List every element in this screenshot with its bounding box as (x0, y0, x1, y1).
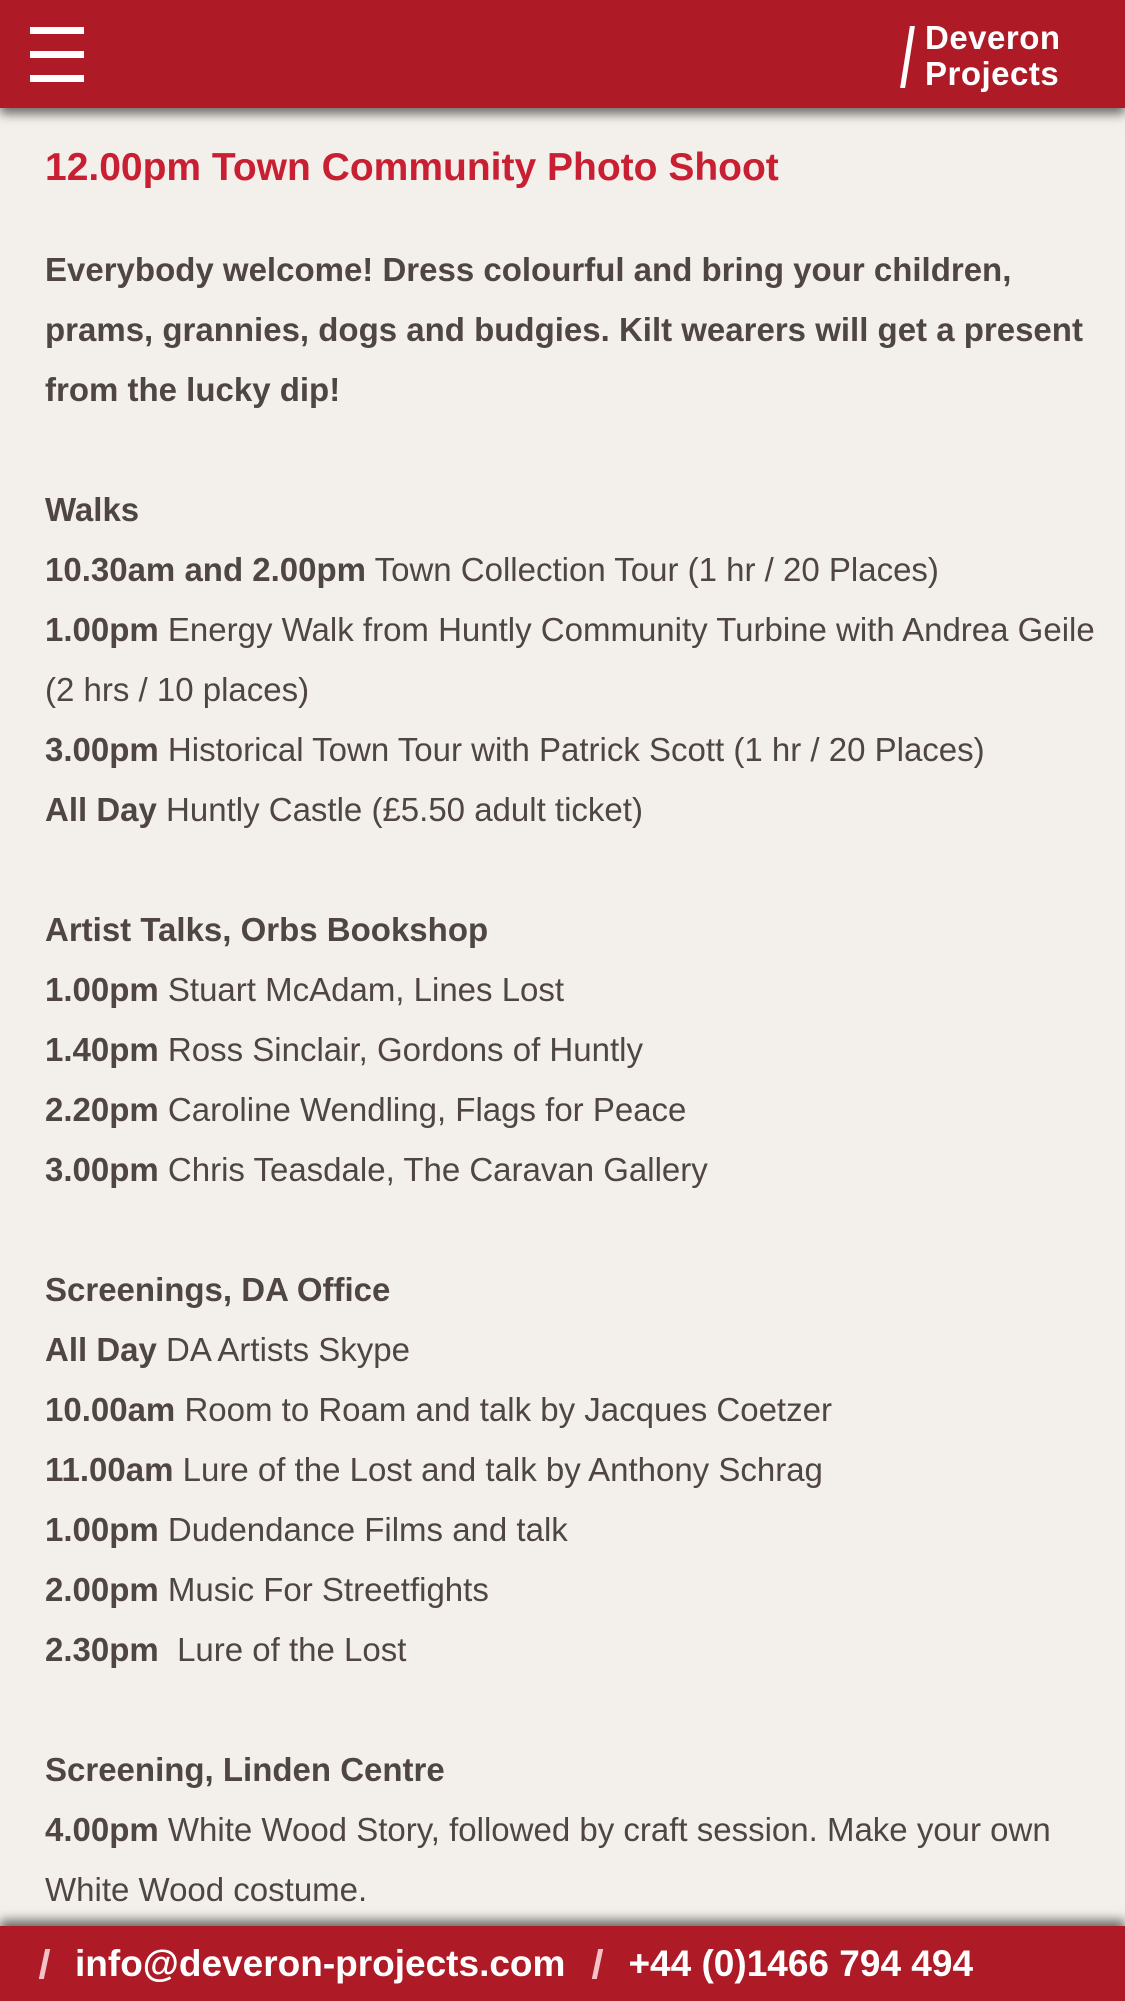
phone-link[interactable]: +44 (0)1466 794 494 (628, 1942, 974, 1984)
schedule-item (45, 1560, 1105, 1620)
item-text: Town Collection Tour (1 hr / 20 Places) (366, 551, 939, 588)
footer-contact-bar (0, 1926, 1003, 2001)
item-time: 2.20pm (45, 1091, 159, 1128)
item-text: Historical Town Tour with Patrick Scott (1 hr / 20 Places) (158, 731, 985, 768)
slash-divider-icon (592, 1949, 603, 1979)
schedule-item (45, 600, 1105, 720)
item-text: Caroline Wendling, Flags for Peace (158, 1091, 687, 1128)
logo-line-2: Projects (925, 55, 1060, 92)
item-time: 2.00pm (45, 1571, 159, 1608)
event-title: 12.00pm Town Community Photo Shoot (45, 146, 779, 189)
item-text: Music For Streetfights (158, 1571, 489, 1608)
item-time: 2.30pm (45, 1631, 159, 1668)
schedule-item (45, 1440, 1105, 1500)
item-text: White Wood Story, followed by craft session. Make your own White Wood costume. (45, 1811, 1051, 1908)
item-text: Huntly Castle (£5.50 adult ticket) (156, 791, 643, 828)
item-time: 3.00pm (45, 731, 159, 768)
schedule-item (45, 1140, 1105, 1200)
schedule-item (45, 960, 1105, 1020)
menu-bar (30, 51, 84, 58)
item-text: Dudendance Films and talk (158, 1511, 568, 1548)
schedule-item (45, 1620, 1105, 1680)
item-time: All Day (45, 791, 157, 828)
item-text: DA Artists Skype (156, 1331, 410, 1368)
item-text: Stuart McAdam, Lines Lost (158, 971, 565, 1008)
item-time: 1.00pm (45, 611, 159, 648)
item-time: All Day (45, 1331, 157, 1368)
item-text: Energy Walk from Huntly Community Turbine with Andrea Geile (2 hrs / 10 places) (45, 611, 1095, 708)
menu-bar (30, 75, 84, 82)
schedule-item (45, 1380, 1105, 1440)
item-text: Chris Teasdale, The Caravan Gallery (158, 1151, 708, 1188)
item-text: Room to Roam and talk by Jacques Coetzer (175, 1391, 832, 1428)
logo-line-1: Deveron (925, 19, 1061, 56)
item-time: 10.30am and 2.00pm (45, 551, 367, 588)
schedule-item (45, 540, 1105, 600)
site-header (0, 0, 1125, 108)
logo-slash-mark (900, 26, 915, 88)
schedule-item (45, 1020, 1105, 1080)
section-heading: Screenings, DA Office (45, 1271, 391, 1308)
item-time: 11.00am (45, 1451, 174, 1488)
slash-divider-icon (39, 1949, 50, 1979)
event-intro: Everybody welcome! Dress colourful and bring your children, prams, grannies, dogs and budgies. Kilt wearers will get a present from the lucky dip! (45, 251, 1083, 408)
schedule-item (45, 1320, 1105, 1380)
schedule-item (45, 1800, 1105, 1920)
schedule-item (45, 720, 1105, 780)
item-time: 1.00pm (45, 1511, 159, 1548)
deveron-projects-logo[interactable] (895, 18, 1105, 94)
logo-text (925, 20, 1061, 92)
section-heading: Screening, Linden Centre (45, 1751, 445, 1788)
item-text: Ross Sinclair, Gordons of Huntly (158, 1031, 643, 1068)
menu-bar (30, 27, 84, 34)
hamburger-menu-icon[interactable] (30, 27, 84, 85)
section-artist-talks (45, 900, 1105, 1200)
email-link[interactable]: info@deveron-projects.com (75, 1942, 566, 1984)
item-text: Lure of the Lost and talk by Anthony Schrag (173, 1451, 823, 1488)
section-walks (45, 480, 1105, 840)
section-screenings-da-office (45, 1260, 1105, 1680)
schedule-item (45, 780, 1105, 840)
site-footer (0, 1926, 1125, 2001)
schedule-item (45, 1080, 1105, 1140)
item-text: Lure of the Lost (158, 1631, 407, 1668)
item-time: 10.00am (45, 1391, 176, 1428)
section-screening-linden-centre (45, 1740, 1105, 1920)
section-heading: Walks (45, 491, 140, 528)
item-time: 4.00pm (45, 1811, 159, 1848)
schedule-item (45, 1500, 1105, 1560)
item-time: 1.00pm (45, 971, 159, 1008)
item-time: 1.40pm (45, 1031, 159, 1068)
item-time: 3.00pm (45, 1151, 159, 1188)
section-heading: Artist Talks, Orbs Bookshop (45, 911, 489, 948)
